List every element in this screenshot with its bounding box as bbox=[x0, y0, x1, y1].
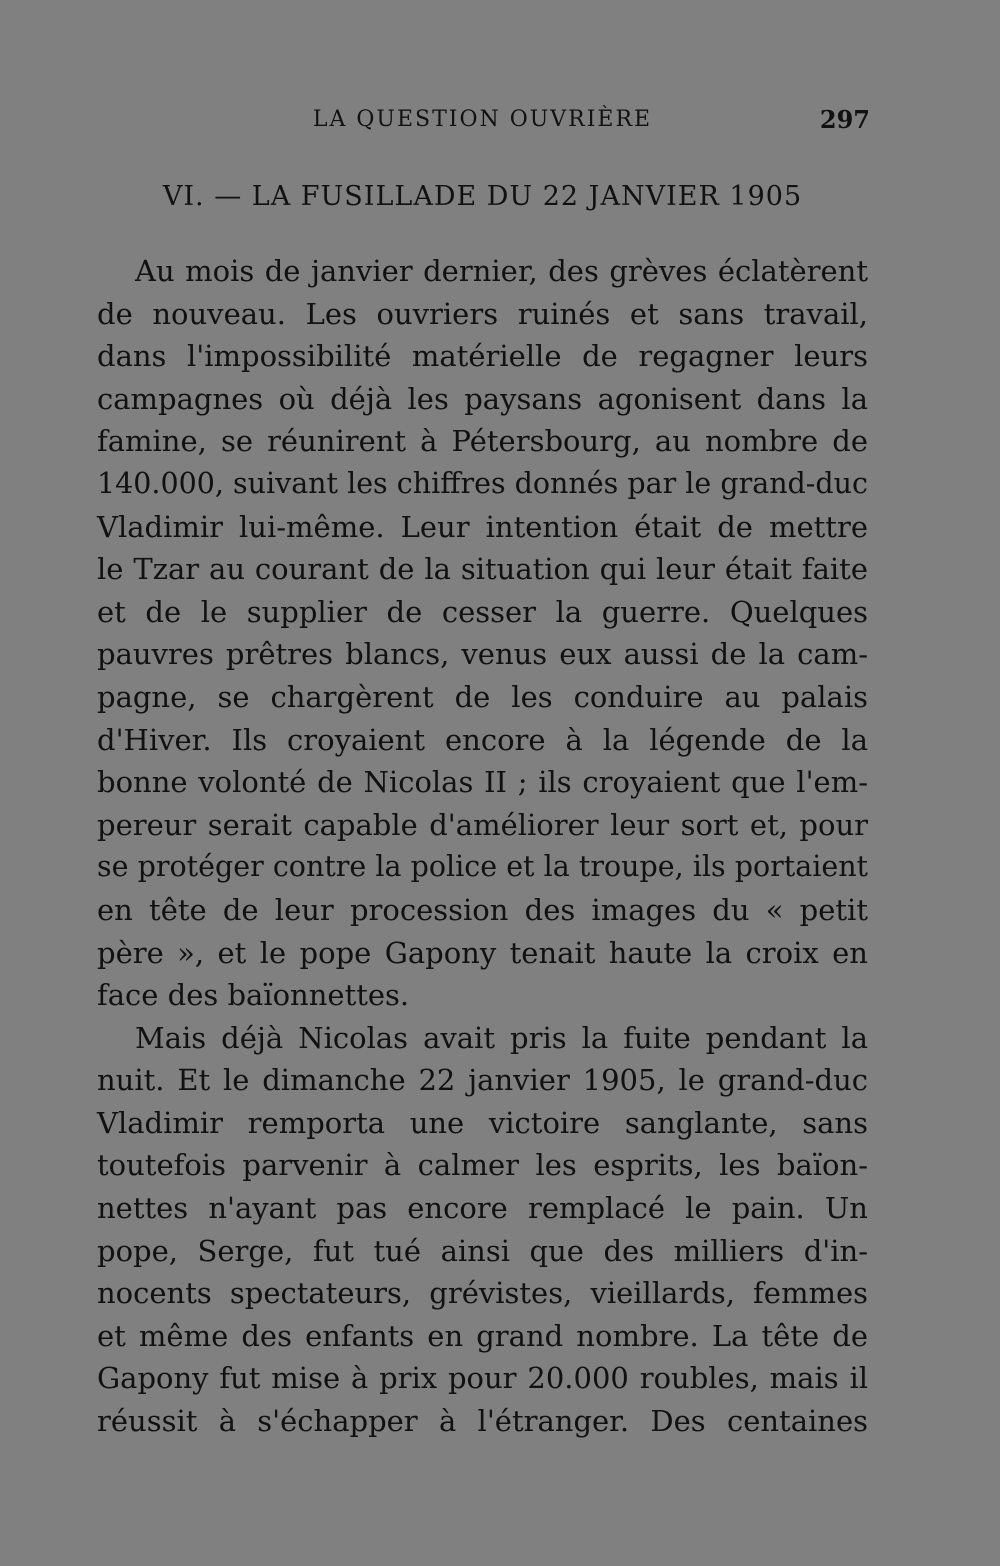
running-title: LA QUESTION OUVRIÈRE bbox=[312, 107, 653, 132]
text-line: se protéger contre la police et la troupe, ils portaient bbox=[97, 850, 868, 884]
text-line: le Tzar au courant de la situation qui leur était faite bbox=[97, 552, 868, 587]
section-heading bbox=[95, 172, 870, 222]
text-line: famine, se réunirent à Pétersbourg, au nombre de bbox=[97, 424, 868, 459]
text-line: Vladimir lui-même. Leur intention était de mettre bbox=[97, 509, 868, 544]
text-line: toutefois parvenir à calmer les esprits, les baïon- bbox=[97, 1148, 868, 1183]
text-line: en tête de leur procession des images du « petit bbox=[97, 892, 868, 927]
text-line: Mais déjà Nicolas avait pris la fuite pendant la bbox=[135, 1020, 868, 1055]
paragraph bbox=[97, 250, 868, 1017]
section-numeral: VI. — bbox=[162, 181, 243, 212]
section-title: LA FUSILLADE DU 22 JANVIER 1905 bbox=[251, 181, 803, 212]
text-line: Vladimir remporta une victoire sanglante, sans bbox=[97, 1105, 868, 1140]
text-line: nettes n'ayant pas encore remplacé le pain. Un bbox=[97, 1191, 868, 1226]
text-line: pauvres prêtres blancs, venus eux aussi de la cam- bbox=[97, 637, 868, 672]
running-head bbox=[95, 100, 870, 140]
text-line: 140.000, suivant les chiffres donnés par le grand-duc bbox=[97, 466, 868, 500]
text-line: et même des enfants en grand nombre. La tête de bbox=[97, 1318, 868, 1353]
text-line: pereur serait capable d'améliorer leur sort et, pour bbox=[97, 807, 868, 842]
text-line: Au mois de janvier dernier, des grèves éclatèrent bbox=[135, 254, 868, 288]
text-line: père », et le pope Gapony tenait haute la croix en bbox=[97, 935, 868, 970]
text-line: nocents spectateurs, grévistes, vieillards, femmes bbox=[97, 1276, 868, 1311]
page-number: 297 bbox=[819, 105, 870, 134]
text-line: face des baïonnettes. bbox=[97, 978, 410, 1013]
paragraph bbox=[97, 1017, 868, 1443]
text-line: pope, Serge, fut tué ainsi que des milliers d'in- bbox=[97, 1233, 868, 1268]
text-line: d'Hiver. Ils croyaient encore à la légende de la bbox=[97, 722, 868, 757]
text-line: pagne, se chargèrent de les conduire au palais bbox=[97, 679, 868, 714]
text-line: dans l'impossibilité matérielle de regagner leurs bbox=[97, 339, 868, 374]
text-line: réussit à s'échapper à l'étranger. Des centaines bbox=[97, 1404, 868, 1439]
text-line: de nouveau. Les ouvriers ruinés et sans travail, bbox=[97, 296, 868, 331]
text-line: nuit. Et le dimanche 22 janvier 1905, le grand-duc bbox=[97, 1063, 868, 1098]
text-line: bonne volonté de Nicolas II ; ils croyaient que l'em- bbox=[97, 765, 868, 800]
text-line: campagnes où déjà les paysans agonisent dans la bbox=[97, 381, 868, 416]
body-text bbox=[97, 250, 868, 1443]
text-line: Gapony fut mise à prix pour 20.000 roubles, mais il bbox=[97, 1361, 868, 1396]
text-line: et de le supplier de cesser la guerre. Quelques bbox=[97, 594, 868, 629]
